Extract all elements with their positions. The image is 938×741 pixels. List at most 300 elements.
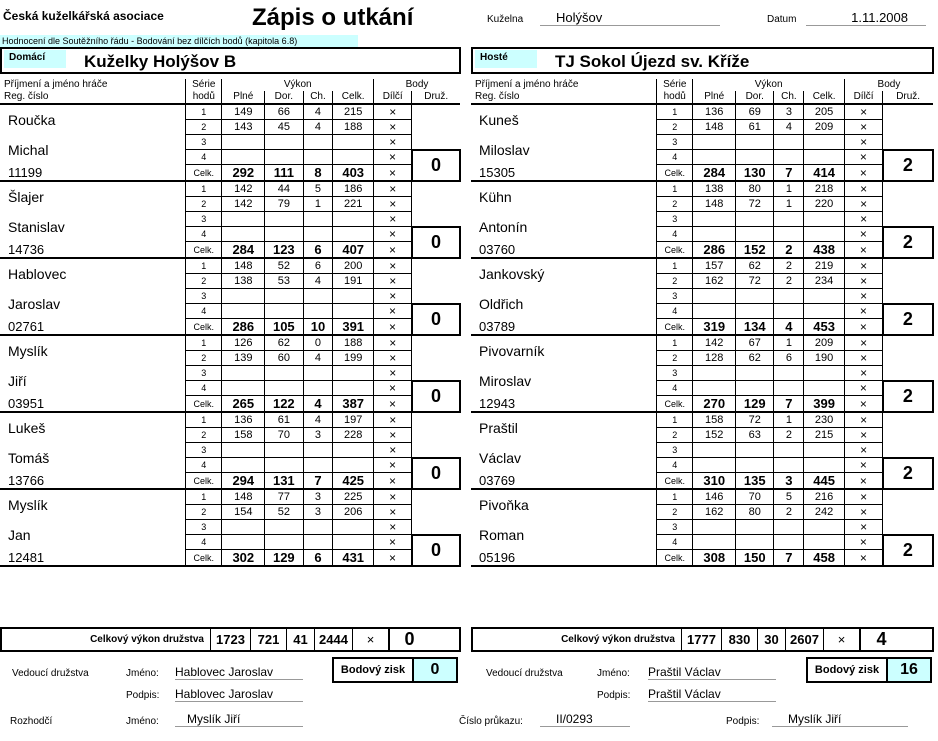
serie-celk: [804, 150, 845, 165]
serie-celk: [804, 212, 845, 227]
table-row: [471, 412, 933, 428]
serie-number: 1: [657, 412, 693, 428]
serie-dor: 69: [736, 104, 774, 120]
serie-celk: 206: [333, 505, 374, 520]
serie-number: 2: [186, 351, 222, 366]
serie-plne: [693, 381, 736, 396]
serie-ch: [303, 289, 333, 304]
total-ch: 7: [774, 550, 804, 567]
serie-ch: 1: [303, 197, 333, 212]
table-row: [0, 366, 460, 381]
total-label: Celk.: [186, 396, 222, 413]
dilci-mark: ×: [374, 289, 412, 304]
serie-plne: [222, 135, 265, 150]
dilci-mark: ×: [374, 520, 412, 535]
col-dor-header: Dor.: [265, 91, 303, 104]
player-firstname: Tomáš: [8, 449, 50, 466]
druz-empty: [412, 489, 460, 535]
table-row: [471, 489, 933, 505]
home-team-header: [0, 47, 461, 74]
total-celk: 391: [333, 319, 374, 336]
druz-empty: [412, 258, 460, 304]
serie-plne: [693, 227, 736, 242]
table-row: [0, 489, 460, 505]
druz-points: 0: [412, 535, 460, 567]
total-ch: 2: [774, 242, 804, 259]
serie-ch: 5: [774, 489, 804, 505]
referee-podpis-label: Podpis:: [726, 716, 760, 727]
home-team-name: Kuželky Holýšov B: [84, 52, 237, 71]
druz-points: 0: [412, 304, 460, 336]
dilci-mark: ×: [374, 505, 412, 520]
serie-number: 2: [186, 274, 222, 289]
table-row: [0, 181, 460, 197]
team-total-celk: 2444: [314, 629, 352, 650]
dilci-mark: ×: [374, 104, 412, 120]
serie-ch: 1: [774, 181, 804, 197]
druz-points: 2: [883, 150, 933, 182]
guest-podpis-label: Podpis:: [597, 690, 631, 701]
serie-plne: 152: [693, 428, 736, 443]
dilci-mark: ×: [844, 304, 882, 319]
serie-number: 3: [186, 289, 222, 304]
dilci-mark: ×: [374, 304, 412, 319]
col-plne-header: Plné: [693, 91, 736, 104]
serie-plne: 142: [222, 181, 265, 197]
serie-ch: 3: [303, 489, 333, 505]
serie-dor: [736, 520, 774, 535]
serie-celk: 186: [333, 181, 374, 197]
player-surname: Praštil: [479, 419, 518, 436]
dilci-mark: ×: [374, 319, 412, 336]
serie-dor: 61: [265, 412, 303, 428]
serie-number: 3: [186, 443, 222, 458]
serie-celk: [333, 212, 374, 227]
serie-plne: 139: [222, 351, 265, 366]
serie-celk: [804, 135, 845, 150]
druz-points: 0: [412, 458, 460, 490]
total-label: Celk.: [186, 473, 222, 490]
serie-celk: [333, 535, 374, 550]
total-plne: 286: [693, 242, 736, 259]
total-label: Celk.: [657, 396, 693, 413]
total-label: Celk.: [186, 242, 222, 259]
dilci-mark: ×: [374, 366, 412, 381]
total-celk: 425: [333, 473, 374, 490]
serie-ch: [774, 366, 804, 381]
serie-plne: [693, 304, 736, 319]
serie-number: 2: [657, 274, 693, 289]
serie-number: 3: [657, 212, 693, 227]
serie-number: 1: [657, 489, 693, 505]
total-dor: 130: [736, 165, 774, 182]
serie-celk: 216: [804, 489, 845, 505]
total-plne: 308: [693, 550, 736, 567]
col-reg-header: Reg. číslo: [0, 91, 186, 104]
serie-celk: 190: [804, 351, 845, 366]
dilci-mark: ×: [374, 258, 412, 274]
table-row: [0, 412, 460, 428]
player-reg-number: 03769: [471, 473, 657, 490]
serie-plne: [222, 458, 265, 473]
serie-number: 2: [186, 428, 222, 443]
serie-celk: 221: [333, 197, 374, 212]
player-reg-number: 11199: [0, 165, 186, 182]
total-ch: 8: [303, 165, 333, 182]
referee-cislo-label: Číslo průkazu:: [459, 716, 523, 727]
player-firstname: Jan: [8, 526, 31, 543]
total-label: Celk.: [186, 550, 222, 567]
total-plne: 294: [222, 473, 265, 490]
total-ch: 4: [303, 396, 333, 413]
team-total-plne: 1723: [210, 629, 250, 650]
player-surname: Kuneš: [479, 111, 519, 128]
dilci-mark: ×: [844, 381, 882, 396]
page-title: Zápis o utkání: [252, 4, 414, 31]
dilci-mark: ×: [844, 165, 882, 182]
serie-ch: [774, 135, 804, 150]
serie-number: 4: [186, 227, 222, 242]
home-score-table: [0, 79, 461, 567]
serie-celk: 191: [333, 274, 374, 289]
total-plne: 284: [693, 165, 736, 182]
serie-dor: 67: [736, 335, 774, 351]
serie-plne: [693, 135, 736, 150]
col-dilci-header: Dílčí: [844, 91, 882, 104]
serie-celk: 230: [804, 412, 845, 428]
dilci-mark: ×: [844, 258, 882, 274]
home-captain-signature: Hablovec Jaroslav: [175, 687, 303, 702]
total-ch: 7: [774, 165, 804, 182]
serie-celk: [333, 381, 374, 396]
serie-plne: 148: [222, 258, 265, 274]
table-row: [0, 212, 460, 227]
serie-plne: [693, 366, 736, 381]
serie-number: 1: [186, 335, 222, 351]
dilci-mark: ×: [374, 274, 412, 289]
serie-ch: 6: [303, 258, 333, 274]
serie-number: 3: [186, 520, 222, 535]
dilci-mark: ×: [844, 505, 882, 520]
total-celk: 399: [804, 396, 845, 413]
serie-dor: [736, 227, 774, 242]
serie-ch: 3: [303, 505, 333, 520]
serie-number: 4: [186, 458, 222, 473]
home-podpis-label: Podpis:: [126, 690, 160, 701]
serie-dor: 44: [265, 181, 303, 197]
dilci-mark: ×: [844, 274, 882, 289]
col-serie-header: Série: [657, 79, 693, 91]
player-surname: Myslík: [8, 342, 48, 359]
serie-plne: [693, 535, 736, 550]
serie-celk: [804, 520, 845, 535]
col-body-header: Body: [374, 79, 461, 91]
player-firstname: Jaroslav: [8, 295, 61, 312]
serie-dor: [265, 381, 303, 396]
total-celk: 438: [804, 242, 845, 259]
total-plne: 265: [222, 396, 265, 413]
serie-dor: 62: [736, 258, 774, 274]
table-row: [471, 473, 933, 490]
serie-plne: 142: [693, 335, 736, 351]
bodovy-zisk-value: 0: [414, 657, 458, 683]
guest-bodovy-zisk: [806, 657, 932, 683]
serie-celk: 215: [333, 104, 374, 120]
serie-dor: [265, 227, 303, 242]
serie-ch: 5: [303, 181, 333, 197]
dilci-mark: ×: [844, 150, 882, 165]
serie-number: 1: [186, 412, 222, 428]
total-dor: 150: [736, 550, 774, 567]
dilci-mark: ×: [374, 212, 412, 227]
col-vykon-header: Výkon: [693, 79, 845, 91]
table-row: [0, 242, 460, 259]
total-ch: 6: [303, 550, 333, 567]
total-plne: 270: [693, 396, 736, 413]
serie-ch: 0: [303, 335, 333, 351]
col-celk-header: Celk.: [804, 91, 845, 104]
dilci-mark: ×: [844, 120, 882, 135]
dilci-mark: ×: [844, 535, 882, 550]
druz-points: 2: [883, 535, 933, 567]
total-celk: 403: [333, 165, 374, 182]
serie-celk: 219: [804, 258, 845, 274]
druz-empty: [412, 412, 460, 458]
serie-plne: 142: [222, 197, 265, 212]
table-row: [471, 550, 933, 567]
serie-plne: 148: [222, 489, 265, 505]
serie-plne: 128: [693, 351, 736, 366]
player-reg-number: 03951: [0, 396, 186, 413]
col-reg-header: Reg. číslo: [471, 91, 657, 104]
dilci-mark: ×: [374, 489, 412, 505]
serie-plne: 148: [693, 120, 736, 135]
serie-dor: [265, 135, 303, 150]
serie-dor: 70: [736, 489, 774, 505]
serie-ch: 4: [303, 104, 333, 120]
serie-dor: [265, 304, 303, 319]
serie-celk: [333, 227, 374, 242]
dilci-mark: ×: [844, 227, 882, 242]
serie-plne: [693, 150, 736, 165]
dilci-mark: ×: [844, 396, 882, 413]
serie-dor: 72: [736, 274, 774, 289]
serie-ch: [774, 520, 804, 535]
serie-ch: [303, 150, 333, 165]
player-firstname: Oldřich: [479, 295, 524, 312]
serie-celk: 225: [333, 489, 374, 505]
total-label: Celk.: [657, 165, 693, 182]
col-serie-header: Série: [186, 79, 222, 91]
dilci-mark: ×: [844, 242, 882, 259]
table-row: [471, 335, 933, 351]
druz-points: 0: [412, 227, 460, 259]
col-hodu-header: hodů: [657, 91, 693, 104]
total-ch: 10: [303, 319, 333, 336]
total-label: Celk.: [186, 165, 222, 182]
serie-ch: 4: [303, 412, 333, 428]
serie-plne: [222, 535, 265, 550]
serie-dor: [736, 304, 774, 319]
serie-dor: [736, 150, 774, 165]
serie-ch: [774, 304, 804, 319]
table-row: [0, 319, 460, 336]
table-row: [0, 104, 460, 120]
total-celk: 458: [804, 550, 845, 567]
serie-dor: [265, 212, 303, 227]
serie-ch: 3: [303, 428, 333, 443]
serie-ch: [303, 227, 333, 242]
serie-plne: 148: [693, 197, 736, 212]
player-surname: Jankovský: [479, 265, 545, 282]
serie-dor: [736, 289, 774, 304]
player-firstname: Roman: [479, 526, 525, 543]
serie-dor: 72: [736, 412, 774, 428]
dilci-mark: ×: [374, 550, 412, 567]
serie-celk: [804, 458, 845, 473]
total-celk: 453: [804, 319, 845, 336]
serie-celk: [333, 135, 374, 150]
scoring-note: Hodnocení dle Soutěžního řádu - Bodování bez dílčích bodů (kapitola 6.8): [0, 35, 358, 47]
player-surname: Myslík: [8, 496, 48, 513]
dilci-mark: ×: [844, 428, 882, 443]
serie-ch: [303, 366, 333, 381]
total-plne: 286: [222, 319, 265, 336]
serie-ch: [774, 381, 804, 396]
serie-celk: [804, 289, 845, 304]
dilci-mark: ×: [374, 458, 412, 473]
serie-dor: [736, 135, 774, 150]
serie-celk: [804, 366, 845, 381]
dilci-mark: ×: [844, 458, 882, 473]
serie-plne: 126: [222, 335, 265, 351]
total-dor: 123: [265, 242, 303, 259]
col-vykon-header: Výkon: [222, 79, 374, 91]
dilci-mark: ×: [844, 181, 882, 197]
serie-dor: 79: [265, 197, 303, 212]
table-row: [0, 289, 460, 304]
druz-empty: [883, 104, 933, 150]
team-points: 0: [388, 629, 429, 650]
referee-label: Rozhodčí: [10, 716, 53, 727]
serie-ch: 2: [774, 274, 804, 289]
serie-ch: 4: [303, 120, 333, 135]
serie-ch: 1: [774, 412, 804, 428]
serie-ch: [303, 381, 333, 396]
serie-number: 4: [186, 304, 222, 319]
serie-plne: [693, 458, 736, 473]
serie-dor: 80: [736, 505, 774, 520]
serie-number: 2: [186, 197, 222, 212]
total-ch: 7: [303, 473, 333, 490]
player-reg-number: 03760: [471, 242, 657, 259]
kuzelna-value: Holýšov: [540, 10, 720, 26]
bodovy-zisk-label: Bodový zisk: [332, 657, 414, 683]
player-reg-number: 13766: [0, 473, 186, 490]
total-dor: 131: [265, 473, 303, 490]
serie-plne: [693, 289, 736, 304]
player-surname: Kühn: [479, 188, 512, 205]
serie-plne: 158: [222, 428, 265, 443]
serie-plne: [222, 289, 265, 304]
dilci-mark: ×: [844, 489, 882, 505]
total-ch: 7: [774, 396, 804, 413]
serie-plne: [222, 150, 265, 165]
serie-dor: 53: [265, 274, 303, 289]
serie-ch: 4: [303, 351, 333, 366]
serie-number: 4: [657, 381, 693, 396]
guest-team-total: [471, 627, 934, 652]
druz-empty: [883, 489, 933, 535]
player-surname: Šlajer: [8, 188, 44, 205]
total-dor: 122: [265, 396, 303, 413]
total-plne: 310: [693, 473, 736, 490]
referee-name: Myslík Jiří: [175, 712, 303, 727]
table-row: [471, 135, 933, 150]
guest-vedouci-label: Vedoucí družstva: [486, 668, 563, 679]
serie-ch: [774, 535, 804, 550]
table-row: [471, 181, 933, 197]
serie-ch: [774, 212, 804, 227]
guest-team-name: TJ Sokol Újezd sv. Kříže: [555, 52, 750, 71]
team-total-dor: 830: [721, 629, 757, 650]
guest-captain-signature: Praštil Václav: [648, 687, 776, 702]
team-total-ch: 41: [286, 629, 314, 650]
serie-plne: [222, 227, 265, 242]
serie-dor: [736, 212, 774, 227]
total-label: Celk.: [657, 550, 693, 567]
dilci-mark: ×: [844, 104, 882, 120]
total-label: Celk.: [657, 473, 693, 490]
serie-dor: 80: [736, 181, 774, 197]
serie-ch: [303, 443, 333, 458]
serie-number: 2: [657, 197, 693, 212]
dilci-mark: ×: [374, 165, 412, 182]
col-plne-header: Plné: [222, 91, 265, 104]
team-total-label: Celkový výkon družstva: [561, 634, 675, 645]
total-label: Celk.: [657, 319, 693, 336]
serie-ch: [774, 289, 804, 304]
serie-number: 3: [657, 520, 693, 535]
serie-celk: [333, 458, 374, 473]
dilci-mark: ×: [374, 242, 412, 259]
datum-value: 1.11.2008: [806, 10, 926, 26]
serie-dor: 61: [736, 120, 774, 135]
kuzelna-label: Kuželna: [487, 14, 524, 25]
serie-number: 4: [657, 150, 693, 165]
dilci-mark: ×: [844, 335, 882, 351]
serie-number: 3: [657, 135, 693, 150]
serie-number: 1: [186, 258, 222, 274]
serie-plne: 136: [222, 412, 265, 428]
druz-empty: [883, 258, 933, 304]
team-total-label: Celkový výkon družstva: [90, 634, 204, 645]
total-ch: 4: [774, 319, 804, 336]
serie-number: 1: [657, 335, 693, 351]
serie-celk: 199: [333, 351, 374, 366]
serie-number: 3: [186, 212, 222, 227]
serie-ch: [774, 150, 804, 165]
dilci-mark: ×: [374, 351, 412, 366]
serie-plne: 154: [222, 505, 265, 520]
total-dor: 129: [265, 550, 303, 567]
dilci-mark: ×: [844, 197, 882, 212]
serie-number: 4: [657, 458, 693, 473]
table-row: [471, 319, 933, 336]
serie-dor: 52: [265, 505, 303, 520]
table-row: [471, 258, 933, 274]
serie-celk: [333, 520, 374, 535]
